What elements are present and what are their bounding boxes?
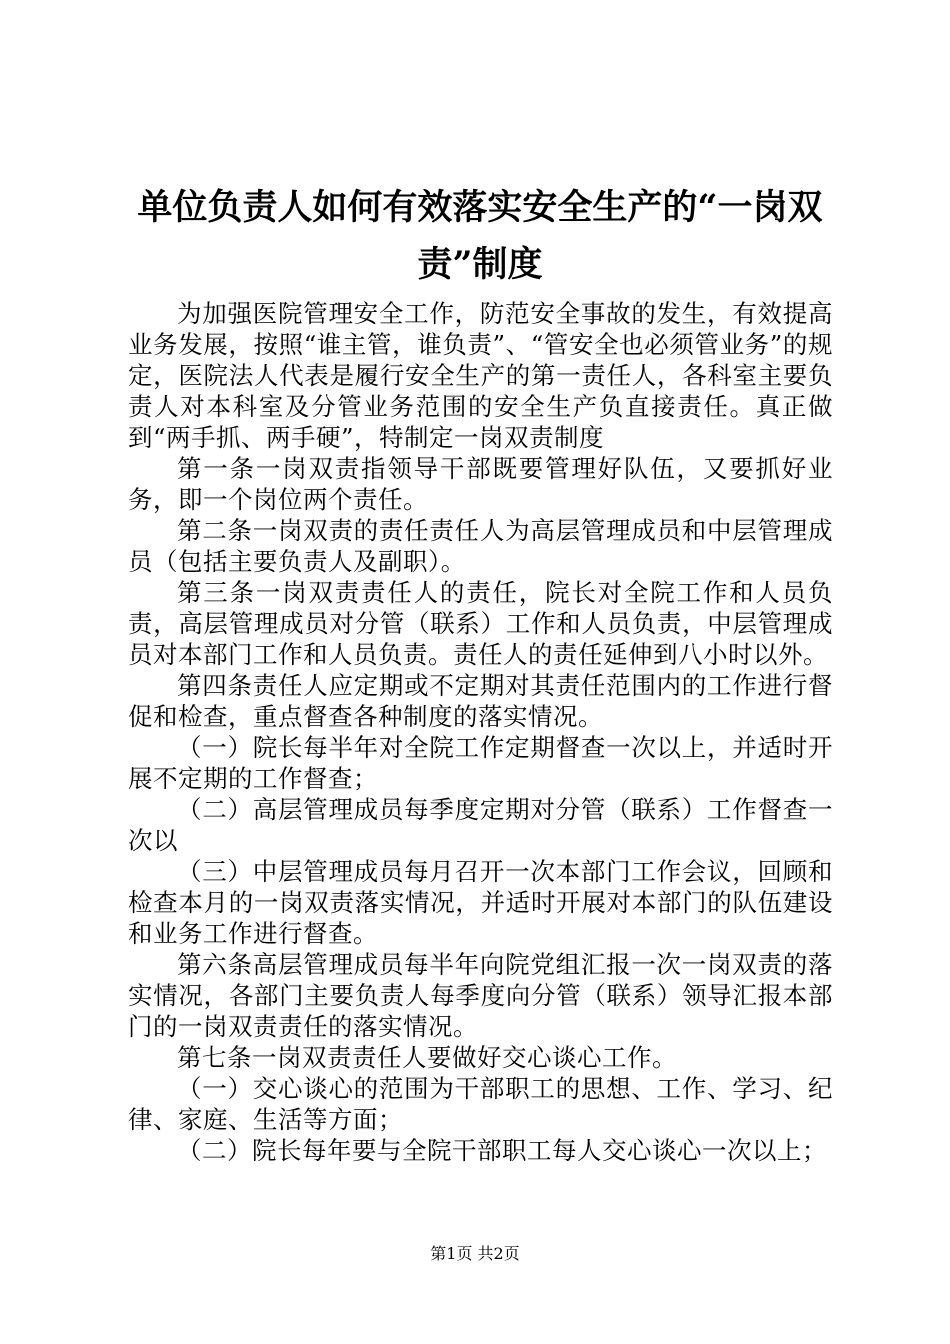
document-title-line-2: 责”制度 bbox=[417, 244, 543, 285]
paragraph-item-7-2: （二）院长每年要与全院干部职工每人交心谈心一次以上； bbox=[177, 1136, 827, 1165]
paragraph-item-7-1: （一）交心谈心的范围为干部职工的思想、工作、学习、纪律、家庭、生活等方面； bbox=[128, 1074, 833, 1134]
paragraph-article-3: 第三条一岗双责责任人的责任，院长对全院工作和人员负责，高层管理成员对分管（联系）工作和人员负责，中层管理成员对本部门工作和人员负责。责任人的责任延伸到八小时以外。 bbox=[128, 578, 833, 669]
paragraph-article-2: 第二条一岗双责的责任责任人为高层管理成员和中层管理成员（包括主要负责人及副职）。 bbox=[128, 516, 833, 576]
document-title-line-1: 单位负责人如何有效落实安全生产的“一岗双 bbox=[137, 187, 823, 228]
paragraph-intro: 为加强医院管理安全工作，防范安全事故的发生，有效提高业务发展，按照“谁主管，谁负责”、“管安全也必须管业务”的规定，医院法人代表是履行安全生产的第一责任人，各科室主要负责人对本科室及分管业务范围的安全生产负直接责任。真正做到“两手抓、两手硬”，特制定一岗双责制度 bbox=[128, 299, 833, 452]
paragraph-article-1: 第一条一岗双责指领导干部既要管理好队伍，又要抓好业务，即一个岗位两个责任。 bbox=[128, 454, 833, 514]
paragraph-article-6: 第六条高层管理成员每半年向院党组汇报一次一岗双责的落实情况，各部门主要负责人每季度向分管（联系）领导汇报本部门的一岗双责责任的落实情况。 bbox=[128, 950, 833, 1041]
paragraph-article-7: 第七条一岗双责责任人要做好交心谈心工作。 bbox=[177, 1043, 677, 1072]
paragraph-item-3: （三）中层管理成员每月召开一次本部门工作会议，回顾和检查本月的一岗双责落实情况，并适时开展对本部门的队伍建设和业务工作进行督查。 bbox=[128, 857, 833, 948]
paragraph-item-2: （二）高层管理成员每季度定期对分管（联系）工作督查一次以 bbox=[128, 795, 833, 855]
document-body bbox=[128, 298, 833, 1166]
paragraph-item-1: （一）院长每半年对全院工作定期督查一次以上，并适时开展不定期的工作督查； bbox=[128, 733, 833, 793]
paragraph-article-4: 第四条责任人应定期或不定期对其责任范围内的工作进行督促和检查，重点督查各种制度的落实情况。 bbox=[128, 671, 833, 731]
page-number-footer: 第1页 共2页 bbox=[430, 1244, 520, 1263]
